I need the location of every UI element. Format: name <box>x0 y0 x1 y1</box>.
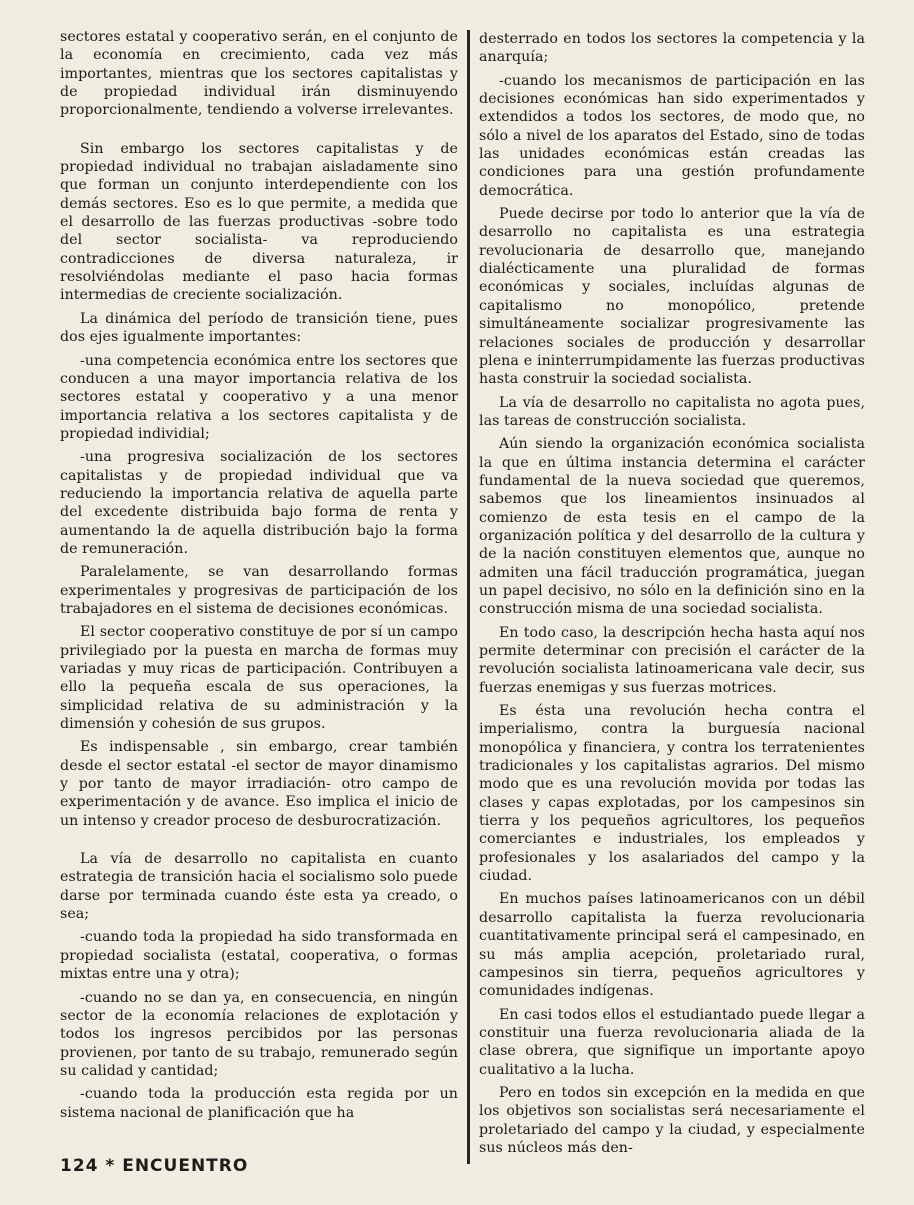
paragraph: -cuando los mecanismos de participación en las decisiones económicas han sido experimentados y extendidos a todos los sectores, de modo que, no sólo a nivel de los aparatos del Estado, sino de todas las unidades económicas están creadas las condiciones para una gestión profundamente democrática. <box>479 72 865 199</box>
paragraph: Es ésta una revolución hecha contra el imperialismo, contra la burguesía nacional monopólica y financiera, y contra los terratenientes tradicionales y los capitalistas agrarios. Del mismo modo que es una revolución movida por todas las clases y capas explotadas, por los campesinos sin tierra y los pequeños agricultores, los pequeños comerciantes e industriales, los empleados y profesionales y los asalariados del campo y la ciudad. <box>479 703 865 885</box>
paragraph: sectores estatal y cooperativo serán, en el conjunto de la economía en crecimiento, cada vez más importantes, mientras que los sectores capitalistas y de propiedad individual irán disminuyendo proporcionalmente, tendiendo a volverse irrelevantes. <box>60 29 458 119</box>
paragraph: En todo caso, la descripción hecha hasta aquí nos permite determinar con precisión el carácter de la revolución socialista latinoamericana vale decir, sus fuerzas enemigas y sus fuerzas motrices. <box>479 624 865 696</box>
paragraph: -una progresiva socialización de los sectores capitalistas y de propiedad individual que va reduciendo la importancia relativa de aquella parte del excedente distribuida bajo forma de renta y aumentando la de aquella distribución bajo la forma de remuneración. <box>60 449 458 557</box>
paragraph: Paralelamente, se van desarrollando formas experimentales y progresivas de participación de los trabajadores en el sistema de decisiones económicas. <box>60 564 458 617</box>
paragraph: Sin embargo los sectores capitalistas y de propiedad individual no trabajan aisladamente sino que forman un conjunto interdependiente con los demás sectores. Eso es lo que permite, a medida que el desarrollo de las fuerzas productivas -sobre todo del sector socialista- va reproduciendo contradicciones de diversa naturaleza, ir resolviéndolas mediante el paso hacia formas intermedias de creciente socialización. <box>60 140 458 304</box>
paragraph: -una competencia económica entre los sectores que conducen a una mayor importancia relativa de los sectores estatal y cooperativo y a una menor importancia relativa a los sectores capitalista y de propiedad individial; <box>60 352 458 442</box>
paragraph: La dinámica del período de transición tiene, pues dos ejes igualmente importantes: <box>60 310 458 346</box>
paragraph: Aún siendo la organización económica socialista la que en última instancia determina el carácter fundamental de la nueva sociedad que queremos, sabemos que los lineamientos insinuados al comienzo de esta tesis en el campo de la organización política y del desarrollo de la cultura y de la nación constituyen elementos que, aunque no admiten una fácil traducción programática, juegan un papel decisivo, no sólo en la definición sino en la construcción misma de una sociedad socialista. <box>479 436 865 618</box>
paragraph: La vía de desarrollo no capitalista no agota pues, las tareas de construcción socialista. <box>479 394 865 429</box>
paragraph: -cuando no se dan ya, en consecuencia, en ningún sector de la economía relaciones de explotación y todos los ingresos percibidos por las personas provienen, por tanto de su trabajo, remunerado según su calidad y cantidad; <box>60 989 458 1079</box>
page-footer: 124 * ENCUENTRO <box>60 1156 249 1176</box>
paragraph: Es indispensable , sin embargo, crear también desde el sector estatal -el sector de mayor dinamismo y por tanto de mayor irradiación- otro campo de experimentación y de avance. Eso implica el inicio de un intenso y creador proceso de desburocratización. <box>60 739 458 829</box>
paragraph: Pero en todos sin excepción en la medida en que los objetivos son socialistas será necesariamente el proletariado del campo y la ciudad, y especialmente sus núcleos más den- <box>479 1084 865 1156</box>
paragraph: Puede decirse por todo lo anterior que la vía de desarrollo no capitalista es una estrategia revolucionaria de desarrollo que, manejando dialécticamente una pluralidad de formas económicas y sociales, incluídas algunas de capitalismo no monopólico, pretende simultáneamente socializar progresivamente las relaciones sociales de producción y desarrollar plena e ininterrumpidamente las fuerzas productivas hasta construir la sociedad socialista. <box>479 206 865 388</box>
right-text-column <box>479 30 865 1162</box>
paragraph: La vía de desarrollo no capitalista en cuanto estrategia de transición hacia el socialismo solo puede darse por terminada cuando éste esta ya creado, o sea; <box>60 851 458 923</box>
paragraph: -cuando toda la producción esta regida por un sistema nacional de planificación que ha <box>60 1086 458 1121</box>
column-divider <box>467 30 470 1164</box>
paragraph: En casi todos ellos el estudiantado puede llegar a constituir una fuerza revolucionaria aliada de la clase obrera, que signifique un importante apoyo cualitativo a la lucha. <box>479 1006 865 1078</box>
left-text-column <box>60 28 458 1127</box>
paragraph: -cuando toda la propiedad ha sido transformada en propiedad socialista (estatal, cooperativa, o formas mixtas entre una y otra); <box>60 929 458 983</box>
paragraph: En muchos países latinoamericanos con un débil desarrollo capitalista la fuerza revolucionaria cuantitativamente principal será el campesinado, en su más amplia acepción, proletariado rural, campesinos sin tierra, pequeños agricultores y comunidades indígenas. <box>479 891 865 1000</box>
paragraph: desterrado en todos los sectores la competencia y la anarquía; <box>479 31 865 66</box>
paragraph: El sector cooperativo constituye de por sí un campo privilegiado por la puesta en marcha de formas muy variadas y muy ricas de participación. Contribuyen a ello la pequeña escala de sus operaciones, la simplicidad relativa de su administración y la dimensión y cohesión de sus grupos. <box>60 624 458 733</box>
